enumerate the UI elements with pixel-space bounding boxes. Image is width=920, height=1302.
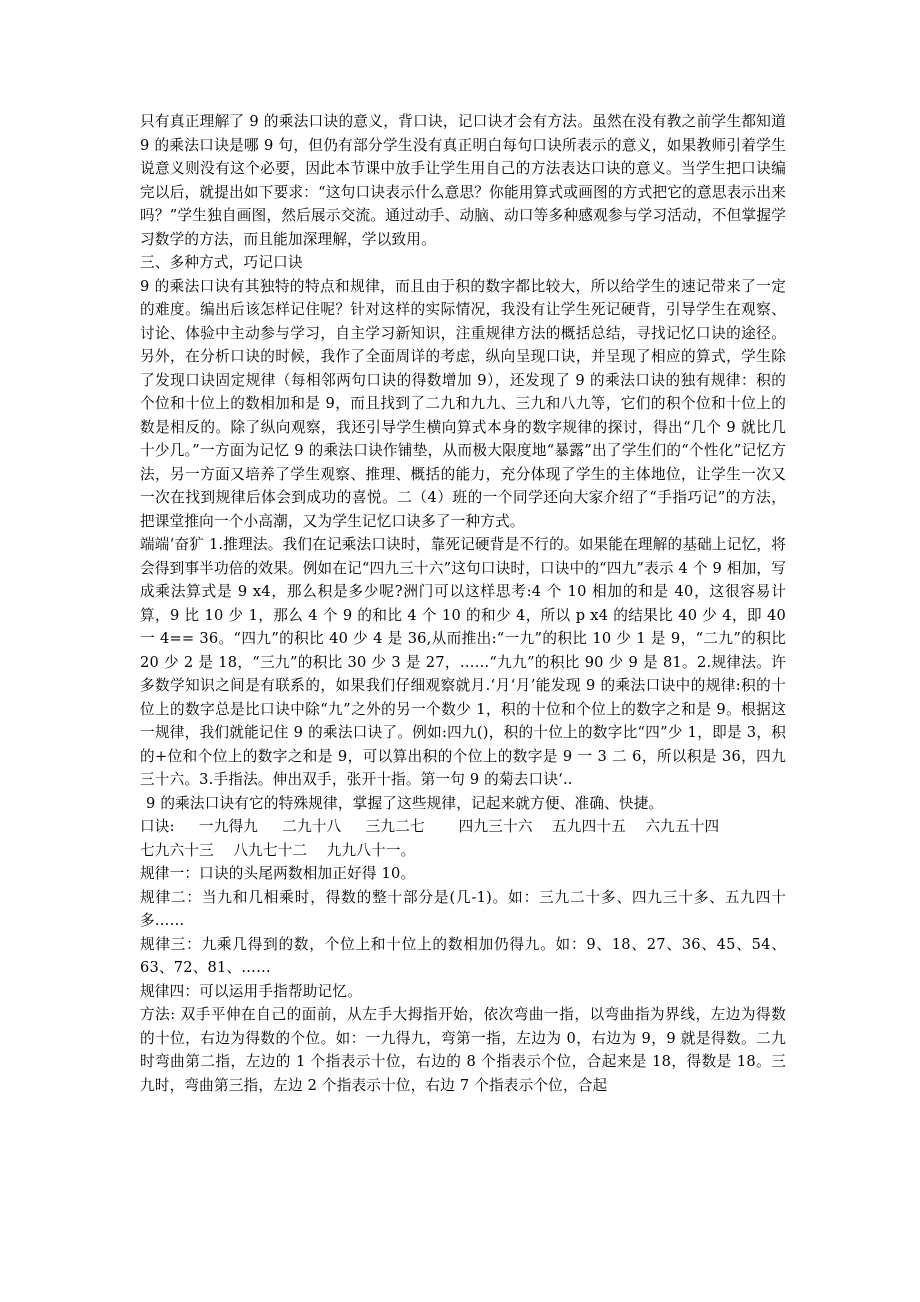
rule-one: 规律一：口诀的头尾两数相加正好得 10。 xyxy=(140,865,416,882)
paragraph-meaning: 只有真正理解了 9 的乘法口诀的意义，背口诀，记口诀才会有方法。虽然在没有教之前学生都知道 9 的乘法口诀是哪 9 句，但仍有部分学生没有真正明白每句口诀所表示的意义，如果教师引着学生说意义则没有这个必要，因此本节课中放手让学生用自己的方法表达口诀的意义。当学生把口诀编完以后，就提出如下要求：“这句口诀表示什么意思？你能用算式或画图的方式把它的意思表示出来吗？”学生独自画图，然后展示交流。通过动手、动脑、动口等多种感观参与学习活动，不但掌握学习数学的方法，而且能加深理解，学以致用。 xyxy=(140,113,786,248)
rule-three: 规律三：九乘几得到的数，个位上和十位上的数相加仍得九。如：9、18、27、36、45、54、63、72、81、…… xyxy=(140,935,786,976)
rule-four: 规律四：可以运用手指帮助记忆。 xyxy=(140,982,362,1000)
paragraph-reasoning: 端端‘奋犷 1.推理法。我们在记乘法口诀时，靠死记硬背是不行的。如果能在理解的基础上记忆，将会得到事半功倍的效果。例如在记“四九三十六”这句口诀时，口诀中的“四九”表示 4 个 9 相加，写成乘法算式是 9 x4，那么积是多少呢?洲门可以这样思考:4 个 10 相加的和是 40，这很容易计算，9 比 10 少 1，那么 4 个 9 的和比 4 个 10 的和少 4，所以 p x4 的结果比 40 少 4，即 40 一 4== 36。“四九”的积比 40 少 4 是 36,从而推出:“一九”的积比 10 少 1 是 9，“二九”的积比 20 少 2 是 18，“三九”的积比 30 少 3 是 27，……“九九”的积比 90 少 9 是 81。2.规律法。许多数学知识之间是有联系的，如果我们仔细观察就月.‘月‘月’能发现 9 的乘法口诀中的规律:积的十位上的数字总是比口诀中除“九”之外的另一个数少 1，积的十位和个位上的数字之和是 9。根据这一规律，我们就能记住 9 的乘法口诀了。例如:四九()，积的十位上的数字比“四”少 1，即是 3，积的+位和个位上的数字之和是 9，可以算出积的个位上的数字是 9 一 3 二 6，所以积是 36，四九三十六。3.手指法。伸出双手，张开十指。第一句 9 的菊去口诀‘.. xyxy=(140,536,786,788)
rhymes-line-1: 口诀: 一九得九 二九十八 三九二七 四九三十六 五九四十五 六九五十四 xyxy=(140,818,720,835)
rule-two: 规律二：当九和几相乘时，得数的整十部分是(几-1)。如：三九二十多、四九三十多、五九四十多…… xyxy=(140,888,786,929)
paragraph-methods: 9 的乘法口诀有其独特的特点和规律，而且由于积的数字都比较大，所以给学生的速记带来了一定的难度。编出后该怎样记住呢？针对这样的实际情况，我没有让学生死记硬背，引导学生在观察、讨论、体验中主动参与学习，自主学习新知识，注重规律方法的概括总结，寻找记忆口诀的途径。另外，在分析口诀的时候，我作了全面周详的考虑，纵向呈现口诀，并呈现了相应的算式，学生除了发现口诀固定规律（每相邻两句口诀的得数增加 9），还发现了 9 的乘法口诀的独有规律：积的个位和十位上的数相加和是 9，而且找到了二九和九九、三九和八九等，它们的积个位和十位上的数是相反的。除了纵向观察，我还引导学生横向算式本身的数字规律的探讨，得出“几个 9 就比几十少几。”一方面为记忆 9 的乘法口诀作铺垫，从而极大限度地“暴露”出了学生们的“个性化”记忆方法，另一方面又培养了学生观察、推理、概括的能力，充分体现了学生的主体地位，让学生一次又一次在找到规律后体会到成功的喜悦。二（4）班的一个同学还向大家介绍了“手指巧记”的方法，把课堂推向一个小高潮，又为学生记忆口诀多了一种方式。 xyxy=(140,277,786,530)
paragraph-summary: 9 的乘法口诀有它的特殊规律，掌握了这些规律，记起来就方便、准确、快捷。 xyxy=(146,794,664,812)
finger-method: 方法: 双手平伸在自己的面前，从左手大拇指开始，依次弯曲一指，以弯曲指为界线，左边为得数的十位，右边为得数的个位。如：一九得九，弯第一指，左边为 0，右边为 9，9 就是得数。二九时弯曲第二指，左边的 1 个指表示十位，右边的 8 个指表示个位，合起来是 18，得数是 18。三九时，弯曲第三指，左边 2 个指表示十位，右边 7 个指表示个位，合起 xyxy=(140,1006,786,1094)
rhymes-line-2: 七九六十三 八九七十二 九九八十一。 xyxy=(140,841,416,859)
document-body xyxy=(140,110,786,1097)
section-heading: 三、多种方式，巧记口诀 xyxy=(140,254,303,271)
